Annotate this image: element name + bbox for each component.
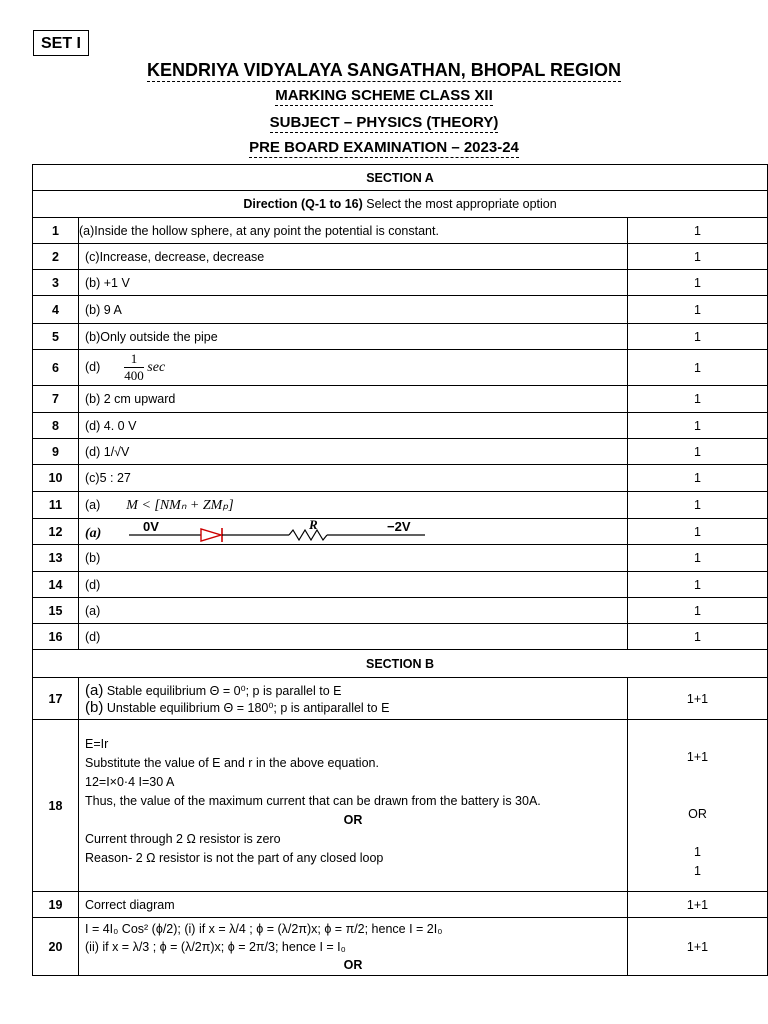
question-number: 17	[33, 678, 79, 720]
question-number: 2	[33, 244, 79, 270]
direction-row	[33, 191, 768, 218]
right-voltage-label: −2V	[387, 519, 411, 534]
answer-text: (c)Increase, decrease, decrease	[85, 249, 265, 264]
option-label: (a)	[85, 681, 104, 699]
marks: 1	[628, 218, 768, 244]
question-number: 10	[33, 465, 79, 492]
answer-line: I = 4I₀ Cos² (ϕ/2); (i) if x = λ/4 ; ϕ = (λ/2π)x; ϕ = π/2; hence I = 2I₀	[85, 921, 443, 936]
table-row	[33, 545, 768, 572]
answer-cell	[79, 324, 628, 350]
spacer	[634, 767, 761, 786]
answer-cell	[79, 270, 628, 296]
resistor-label: R	[309, 519, 318, 532]
scheme-title: MARKING SCHEME CLASS XII	[275, 87, 493, 104]
direction-text: Direction (Q-1 to 16) Select the most appropriate option	[33, 191, 768, 218]
table-row	[33, 386, 768, 413]
answer-text: (a)Inside the hollow sphere, at any point the potential is constant.	[79, 223, 439, 238]
answer-line: Current through 2 Ω resistor is zero	[85, 831, 281, 846]
answer-text: (a)	[85, 603, 101, 618]
marks: 1	[628, 624, 768, 650]
answer-text: (c)5 : 27	[85, 471, 131, 485]
section-a-header	[33, 165, 768, 191]
marks-or: OR	[688, 807, 707, 821]
answer-cell	[79, 218, 628, 244]
marks: 1	[628, 572, 768, 598]
answer-line	[85, 699, 621, 716]
marks: 1	[628, 270, 768, 296]
question-number: 13	[33, 545, 79, 572]
marks: 1	[628, 244, 768, 270]
option-label: (a)	[85, 525, 102, 541]
answer-text: (d)	[85, 629, 101, 644]
marks: 1	[628, 465, 768, 492]
question-number: 3	[33, 270, 79, 296]
marks: 1	[694, 864, 701, 878]
marks: 1+1	[628, 918, 768, 976]
question-number: 11	[33, 492, 79, 519]
answer-text: Stable equilibrium Θ = 0⁰; p is parallel to E	[103, 683, 342, 698]
answer-text: Unstable equilibrium Θ = 180⁰; p is antiparallel to E	[103, 700, 390, 715]
marks: 1	[628, 492, 768, 519]
resistor-icon	[289, 530, 327, 540]
table-row	[33, 465, 768, 492]
diode-icon	[201, 529, 221, 541]
option-label: (b)	[85, 698, 104, 716]
answer-text: (d)	[85, 577, 101, 592]
table-row	[33, 519, 768, 545]
answer-line: Reason- 2 Ω resistor is not the part of any closed loop	[85, 850, 384, 865]
table-row	[33, 439, 768, 465]
marks: 1	[628, 350, 768, 386]
table-row	[33, 598, 768, 624]
marking-table	[32, 164, 768, 976]
table-row	[33, 892, 768, 918]
spacer	[634, 786, 761, 805]
answer-cell	[79, 918, 628, 976]
answer-cell	[79, 720, 628, 892]
answer-text: (b) 9 A	[85, 302, 122, 317]
table-row	[33, 324, 768, 350]
question-number: 14	[33, 572, 79, 598]
question-number: 18	[33, 720, 79, 892]
or-separator: OR	[343, 812, 363, 827]
table-row	[33, 678, 768, 720]
spacer	[634, 824, 761, 843]
subject-title: SUBJECT – PHYSICS (THEORY)	[269, 114, 499, 131]
answer-text: (d)	[85, 359, 101, 374]
answer-cell	[79, 386, 628, 413]
marks: 1+1	[686, 750, 709, 764]
section-b-title: SECTION B	[33, 650, 768, 678]
answer-text: (a)	[85, 497, 101, 512]
answer-text: (d) 4. 0 V	[85, 418, 137, 433]
marks-cell	[628, 720, 768, 892]
marks: 1	[694, 845, 701, 859]
question-number: 16	[33, 624, 79, 650]
marks: 1	[628, 413, 768, 439]
answer-cell	[79, 244, 628, 270]
question-number: 5	[33, 324, 79, 350]
question-number: 9	[33, 439, 79, 465]
marks: 1	[628, 386, 768, 413]
table-row	[33, 720, 768, 892]
answer-text: (b) 2 cm upward	[85, 392, 176, 406]
answer-cell	[79, 492, 628, 519]
or-separator: OR	[343, 957, 363, 972]
expression: M < [NMₙ + ZMₚ]	[126, 497, 234, 513]
table-row	[33, 492, 768, 519]
marks: 1	[628, 519, 768, 545]
answer-cell	[79, 572, 628, 598]
answer-line: (ii) if x = λ/3 ; ϕ = (λ/2π)x; ϕ = 2π/3; hence I = I₀	[85, 939, 346, 954]
answer-cell	[79, 439, 628, 465]
answer-cell	[79, 624, 628, 650]
marks: 1+1	[628, 892, 768, 918]
fraction	[124, 351, 144, 384]
answer-text: (b)Only outside the pipe	[85, 329, 218, 344]
question-number: 20	[33, 918, 79, 976]
table-row	[33, 918, 768, 976]
answer-text: (b) +1 V	[85, 275, 130, 290]
exam-title: PRE BOARD EXAMINATION – 2023-24	[249, 139, 519, 156]
fraction-denominator: 400	[124, 368, 144, 383]
question-number: 8	[33, 413, 79, 439]
answer-cell	[79, 545, 628, 572]
answer-cell	[79, 465, 628, 492]
answer-line	[85, 682, 621, 699]
section-a-title: SECTION A	[33, 165, 768, 191]
table-row	[33, 296, 768, 324]
answer-line: Substitute the value of E and r in the above equation.	[85, 755, 379, 770]
question-number: 6	[33, 350, 79, 386]
diode-circuit-diagram	[79, 520, 439, 544]
answer-line: E=Ir	[85, 736, 109, 751]
answer-cell	[79, 598, 628, 624]
answer-line: Thus, the value of the maximum current that can be drawn from the battery is 30A.	[85, 793, 541, 808]
table-row	[33, 350, 768, 386]
answer-cell	[79, 519, 628, 545]
table-row	[33, 218, 768, 244]
answer-cell	[79, 296, 628, 324]
marks: 1	[628, 598, 768, 624]
set-label: SET I	[33, 30, 89, 56]
table-row	[33, 244, 768, 270]
answer-cell	[79, 678, 628, 720]
spacer	[85, 868, 621, 887]
answer-cell: Correct diagram	[79, 892, 628, 918]
marks: 1	[628, 324, 768, 350]
question-number: 12	[33, 519, 79, 545]
table-row	[33, 413, 768, 439]
answer-cell	[79, 413, 628, 439]
answer-text: (d) 1/√V	[85, 444, 130, 459]
answer-line: 12=I×0·4 I=30 A	[85, 774, 175, 789]
table-row	[33, 624, 768, 650]
marks: 1+1	[628, 678, 768, 720]
answer-cell	[79, 350, 628, 386]
question-number: 19	[33, 892, 79, 918]
question-number: 1	[33, 218, 79, 244]
answer-text: (b)	[85, 551, 101, 565]
unit: sec	[143, 359, 166, 375]
marks: 1	[628, 296, 768, 324]
fraction-numerator: 1	[124, 351, 144, 368]
left-voltage-label: 0V	[143, 519, 159, 534]
question-number: 4	[33, 296, 79, 324]
question-number: 7	[33, 386, 79, 413]
question-number: 15	[33, 598, 79, 624]
marks: 1	[628, 439, 768, 465]
table-row	[33, 270, 768, 296]
section-b-header	[33, 650, 768, 678]
table-row	[33, 572, 768, 598]
marks: 1	[628, 545, 768, 572]
org-title: KENDRIYA VIDYALAYA SANGATHAN, BHOPAL REGION	[146, 60, 622, 80]
